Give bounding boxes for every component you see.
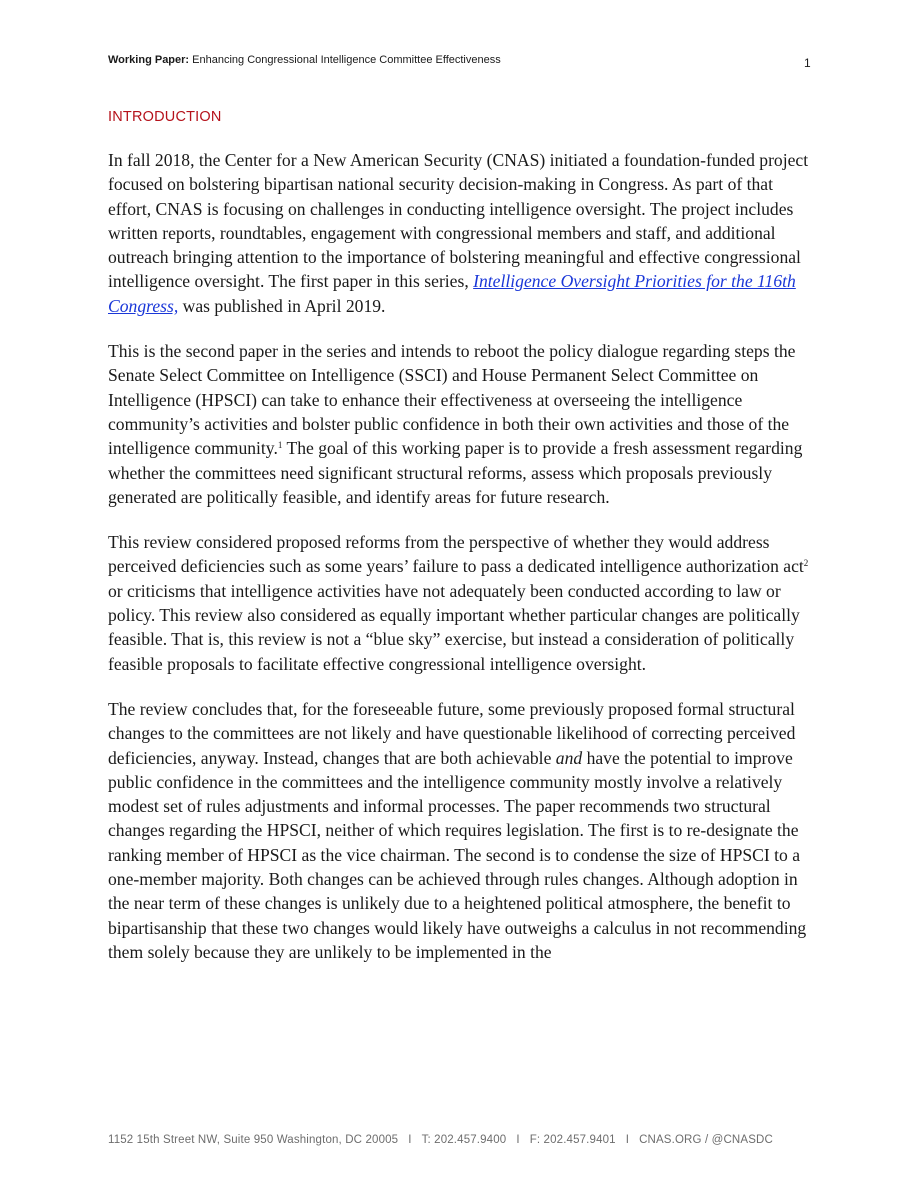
paragraph-2-text-end: The goal of this working paper is to provide a fresh assessment regarding whether the committees need significant structural reforms, assess which proposals previously generated are politically feasible, and identify areas for future research. (108, 438, 803, 507)
paragraph-4-text-start: The review concludes that, for the foreseeable future, some previously proposed formal structural changes to the committees are not likely and have questionable likelihood of correcting perceived deficiencies, anyway. Instead, changes that are both achievable (108, 698, 796, 768)
footer-separator: I (408, 1134, 412, 1146)
paragraph-4 (108, 697, 816, 964)
footer-phone: T: 202.457.9400 (421, 1134, 507, 1146)
paragraph-2 (108, 339, 816, 509)
header-label: Working Paper: (108, 54, 190, 66)
paragraph-1 (108, 148, 816, 318)
header-title: Enhancing Congressional Intelligence Committee Effectiveness (189, 54, 501, 66)
paragraph-3-text-start: This review considered proposed reforms from the perspective of whether they would address perceived deficiencies such as some years’ failure to pass a dedicated intelligence authorization act (108, 532, 804, 577)
footer-web: CNAS.ORG / @CNASDC (639, 1134, 773, 1146)
paragraph-1-text-start: In fall 2018, the Center for a New American Security (CNAS) initiated a foundation-funded project focused on bolstering bipartisan national security decision-making in Congress. As part of that effort, CNAS is focusing on challenges in conducting intelligence oversight. The project includes written reports, roundtables, engagement with congressional members and staff, and additional outreach bringing attention to the importance of bolstering meaningful and effective congressional intelligence oversight. The first paper in this series, (108, 150, 809, 292)
footer-address: 1152 15th Street NW, Suite 950 Washington, DC 20005 (108, 1134, 399, 1146)
paragraph-1-text-end: was published in April 2019. (178, 295, 386, 316)
body-text (108, 148, 816, 985)
paragraph-3-text-end: or criticisms that intelligence activities have not adequately been conducted according to law or policy. This review also considered as equally important whether particular changes are politically feasible. That is, this review is not a “blue sky” exercise, but instead a consideration of politically feasible proposals to facilitate effective congressional intelligence oversight. (108, 580, 800, 674)
paragraph-4-text-end: have the potential to improve public confidence in the committees and the intelligence community mostly involve a relatively modest set of rules adjustments and informal processes. The paper recommends two structural changes regarding the HPSCI, neither of which requires legislation. The first is to re-designate the ranking member of HPSCI as the vice chairman. The second is to condense the size of HPSCI to a one-member majority. Both changes can be achieved through rules changes. Although adoption in the near term of these changes is unlikely due to a heightened political atmosphere, the benefit to bipartisanship that these two changes would likely have outweighs a calculus in not recommending them solely because they are unlikely to be implemented in the (108, 747, 807, 962)
footer-fax: F: 202.457.9401 (529, 1134, 616, 1146)
paragraph-3 (108, 530, 816, 676)
section-heading: INTRODUCTION (108, 109, 222, 125)
paragraph-4-emphasis: and (555, 747, 583, 768)
footnote-marker-1[interactable]: 1 (277, 440, 283, 451)
paragraph-2-text-start: This is the second paper in the series and intends to reboot the policy dialogue regarding steps the Senate Select Committee on Intelligence (SSCI) and House Permanent Select Committee on Intelligence (HPSCI) can take to enhance their effectiveness at overseeing the intelligence community’s activities and bolster public confidence in both their own activities and those of the intelligence community. (108, 341, 796, 459)
footer-separator: I (625, 1134, 630, 1146)
report-link[interactable]: Intelligence Oversight Priorities for the 116th Congress, (108, 271, 796, 316)
page-footer (108, 1134, 773, 1146)
page-number: 1 (804, 56, 811, 70)
footnote-marker-2[interactable]: 2 (803, 558, 809, 569)
footer-separator: I (516, 1134, 520, 1146)
running-header (108, 54, 501, 66)
